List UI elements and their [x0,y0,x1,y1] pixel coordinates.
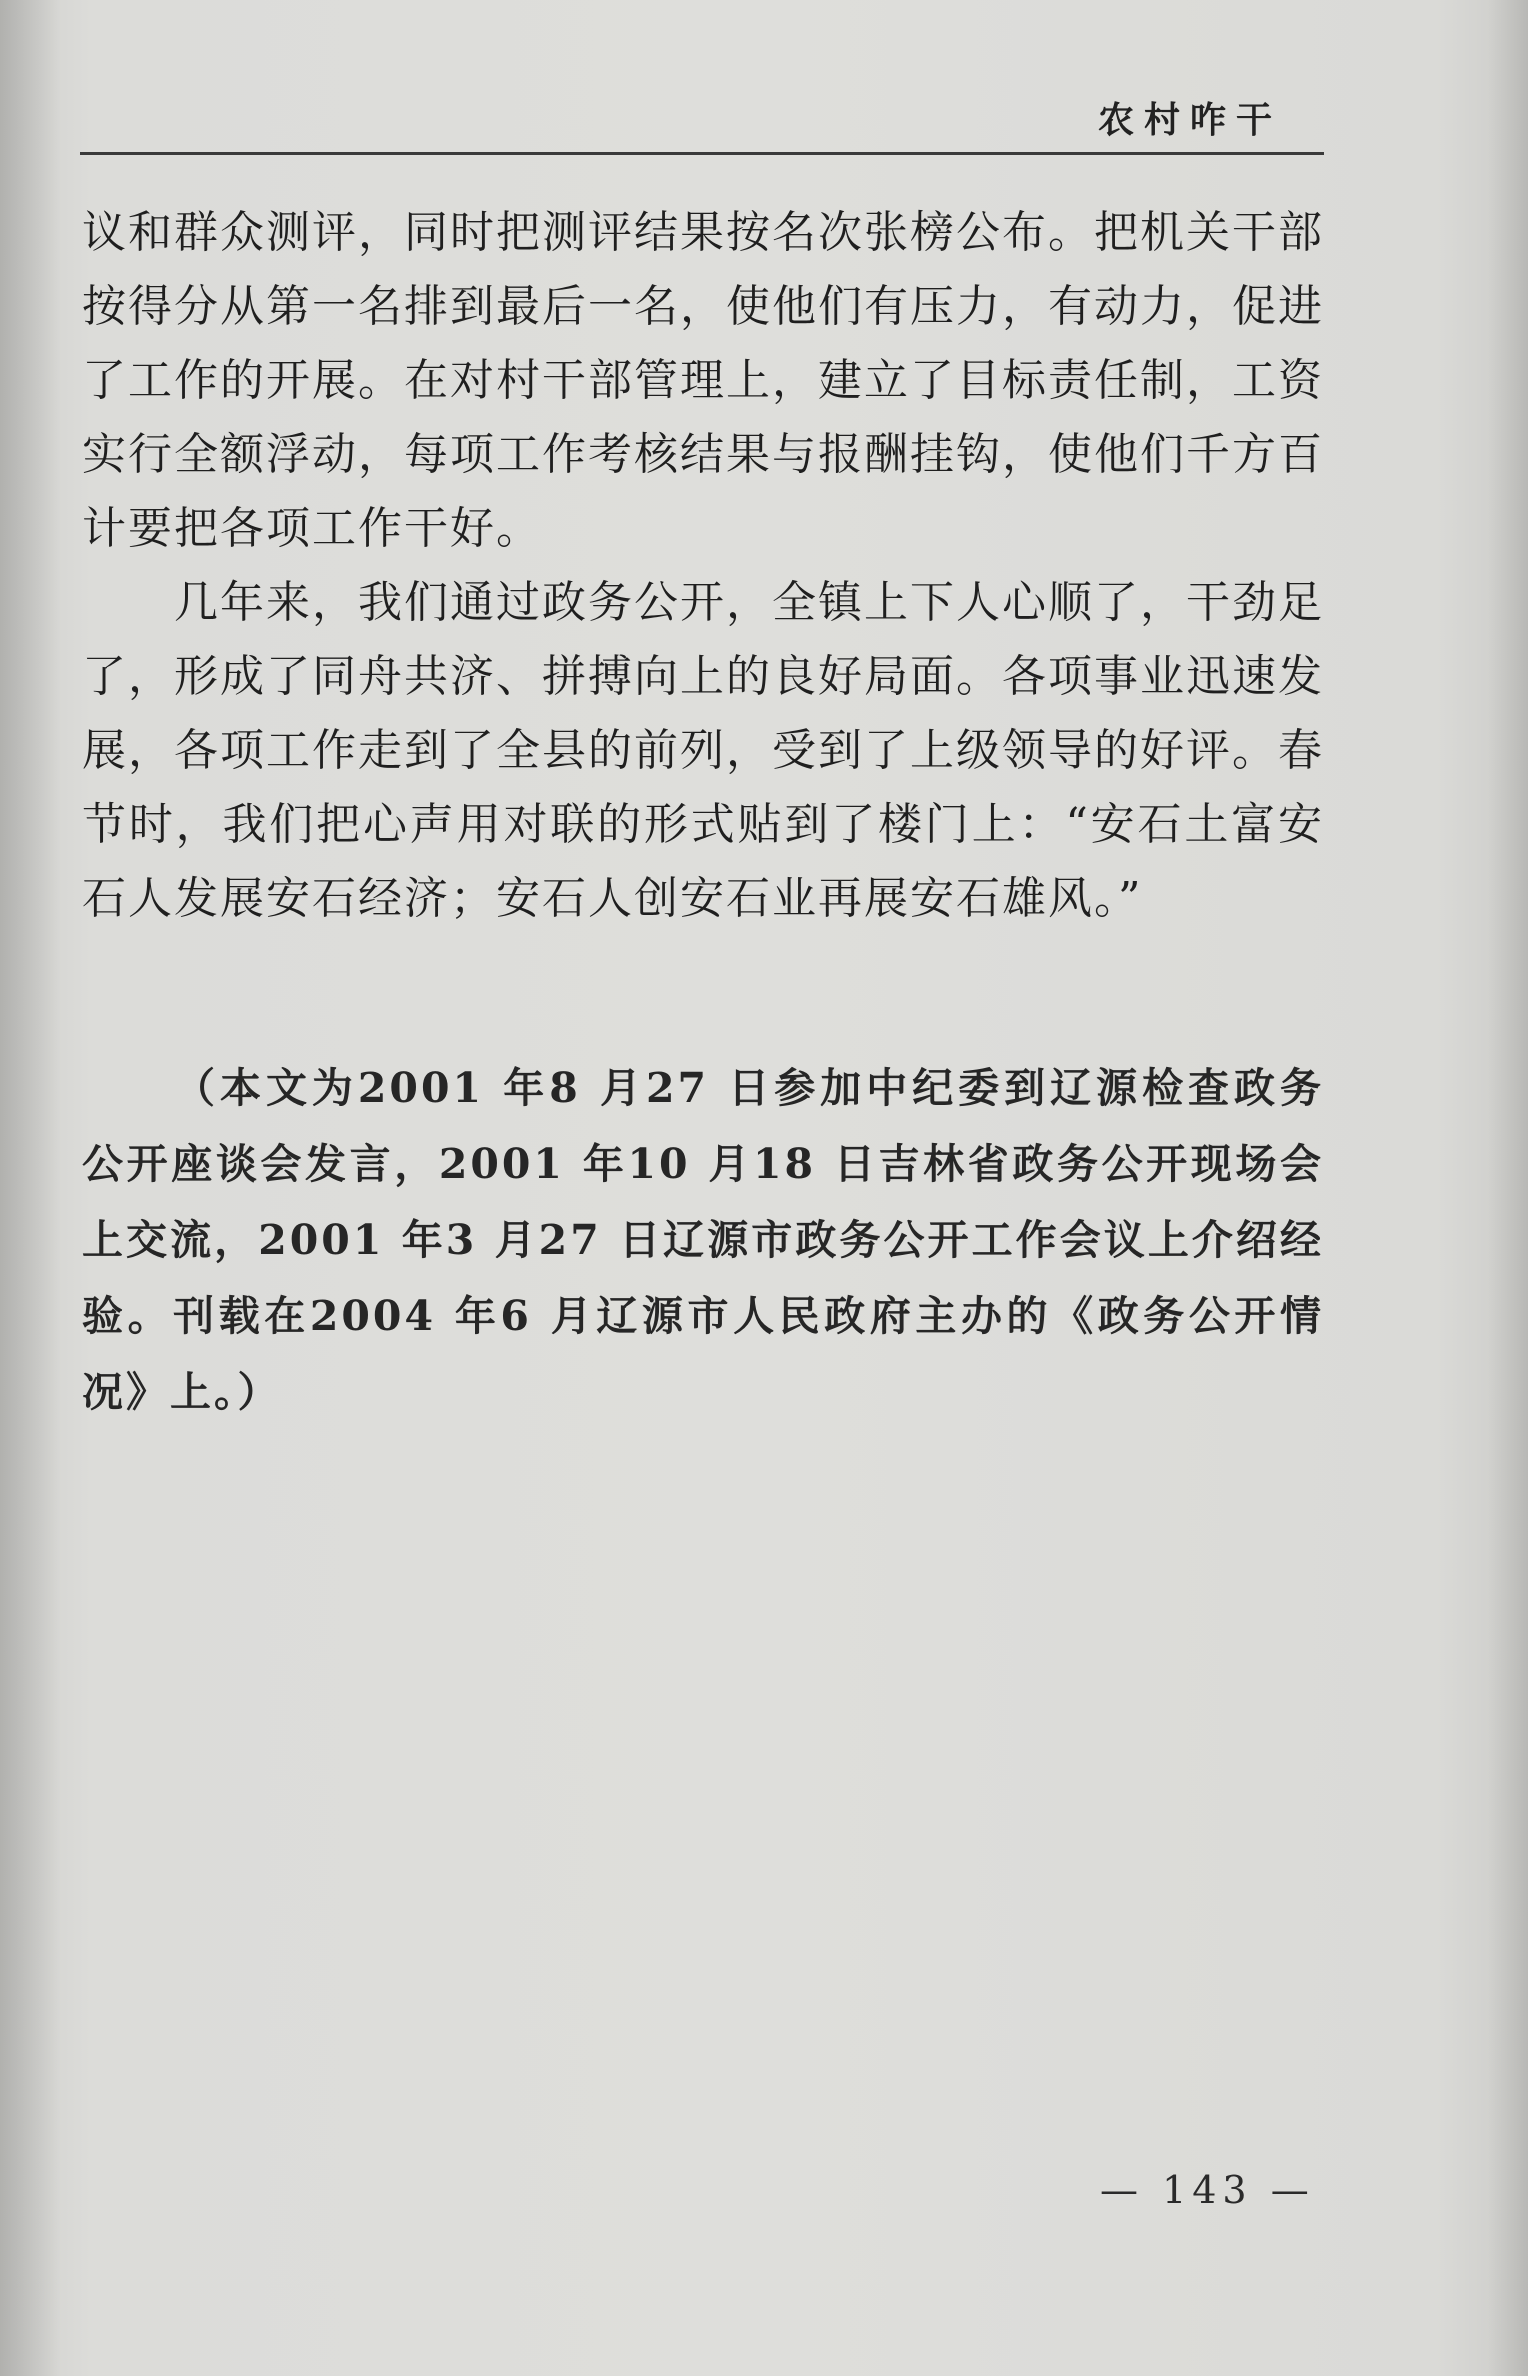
paragraph: 几年来，我们通过政务公开，全镇上下人心顺了，干劲足了，形成了同舟共济、拼搏向上的良好局面。各项事业迅速发展，各项工作走到了全县的前列，受到了上级领导的好评。春节时，我们把心声用对联的形式贴到了楼门上：“安石土富安石人发展安石经济；安石人创安石业再展安石雄风。” [82,577,1324,924]
source-note-text: （本文为2001 年8 月27 日参加中纪委到辽源检查政务公开座谈会发言，2001 年10 月18 日吉林省政务公开现场会上交流，2001 年3 月27 日辽源市政务公开工作会议上介绍经验。刊载在2004 年6 月辽源市人民政府主办的《政务公开情况》上。） [82,1064,1324,1416]
paragraph-continued: 议和群众测评，同时把测评结果按名次张榜公布。把机关干部按得分从第一名排到最后一名，使他们有压力，有动力，促进了工作的开展。在对村干部管理上，建立了目标责任制，工资实行全额浮动，每项工作考核结果与报酬挂钩，使他们千方百计要把各项工作干好。 [82,207,1324,554]
body-text [82,196,1324,936]
running-head: 农村咋干 [1097,100,1282,141]
header-rule [80,152,1324,155]
source-note [82,1050,1324,1430]
page-number: — 143 — [1100,2168,1315,2212]
